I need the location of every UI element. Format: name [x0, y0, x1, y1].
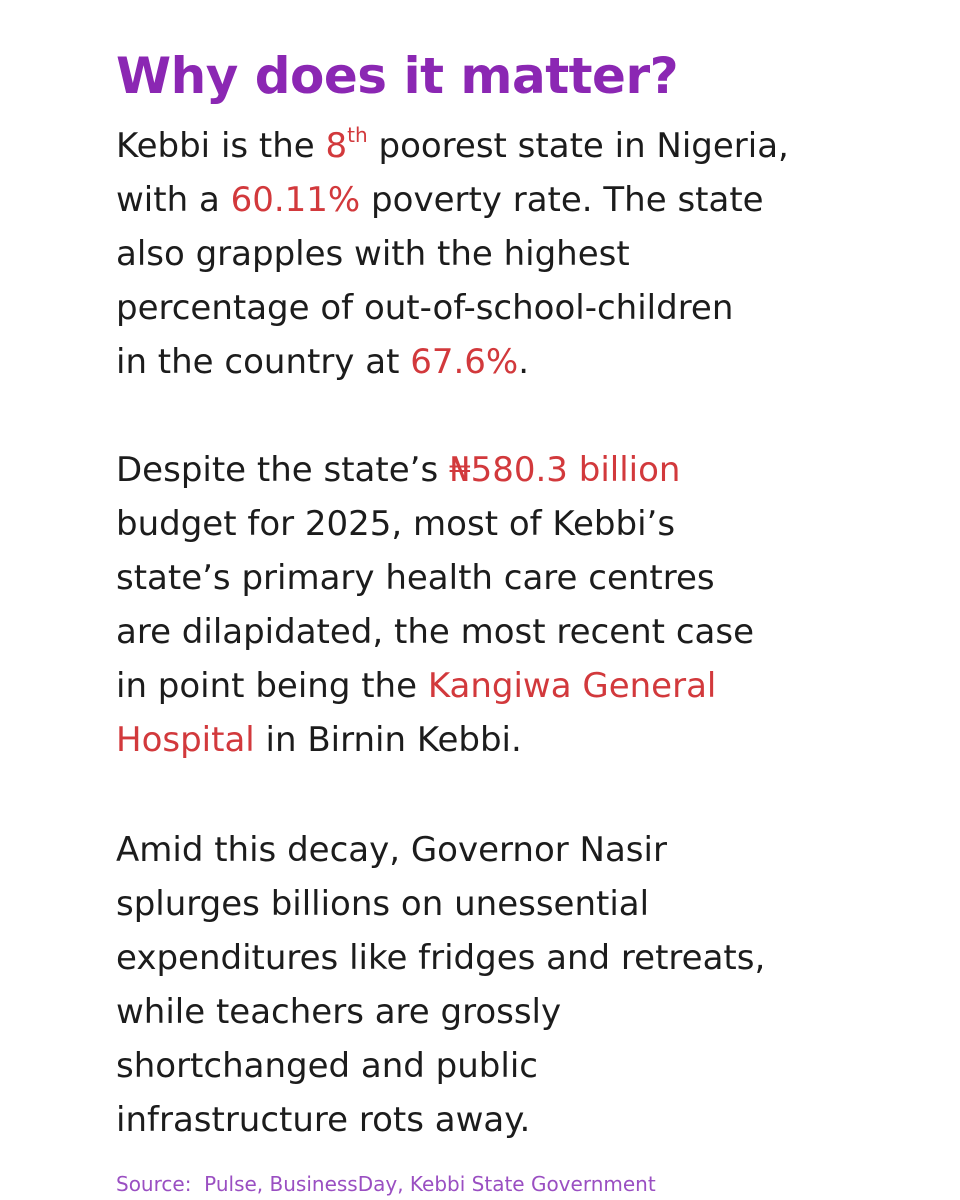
paragraph-budget: [116, 443, 916, 767]
paragraph-line: splurges billions on unessential: [116, 884, 650, 924]
paragraph-line: percentage of out-of-school-children: [116, 288, 734, 328]
page-title: Why does it matter?: [116, 47, 679, 105]
out-of-school-rate-highlight: 67.6%: [410, 342, 519, 382]
paragraph-line: Hospital in Birnin Kebbi.: [116, 720, 522, 760]
paragraph-line: shortchanged and public: [116, 1046, 538, 1086]
poverty-rank-suffix: th: [347, 123, 368, 147]
poverty-rank-highlight: 8: [325, 126, 348, 166]
paragraph-line: infrastructure rots away.: [116, 1100, 531, 1140]
paragraph-line: budget for 2025, most of Kebbi’s: [116, 504, 676, 544]
paragraph-line: Kebbi is the 8th poorest state in Nigeria,: [116, 123, 789, 166]
paragraph-line: while teachers are grossly: [116, 992, 562, 1032]
paragraph-line: in the country at 67.6%.: [116, 342, 530, 382]
paragraph-line: in point being the Kangiwa General: [116, 666, 717, 706]
paragraph-line: state’s primary health care centres: [116, 558, 715, 598]
paragraph-spending: [116, 823, 916, 1147]
paragraph-line: expenditures like fridges and retreats,: [116, 938, 766, 978]
paragraph-line: with a 60.11% poverty rate. The state: [116, 180, 764, 220]
poverty-rate-highlight: 60.11%: [230, 180, 361, 220]
paragraph-poverty: [116, 119, 916, 389]
hospital-name-highlight: Hospital: [116, 720, 255, 760]
hospital-name-highlight: Kangiwa General: [427, 666, 717, 706]
paragraph-line: Amid this decay, Governor Nasir: [116, 830, 667, 870]
paragraph-line: Despite the state’s ₦580.3 billion: [116, 450, 681, 490]
paragraph-line: also grapples with the highest: [116, 234, 630, 274]
budget-highlight: ₦580.3 billion: [448, 450, 681, 490]
source-citation: Source: Pulse, BusinessDay, Kebbi State Government: [116, 1172, 656, 1196]
paragraph-line: are dilapidated, the most recent case: [116, 612, 754, 652]
